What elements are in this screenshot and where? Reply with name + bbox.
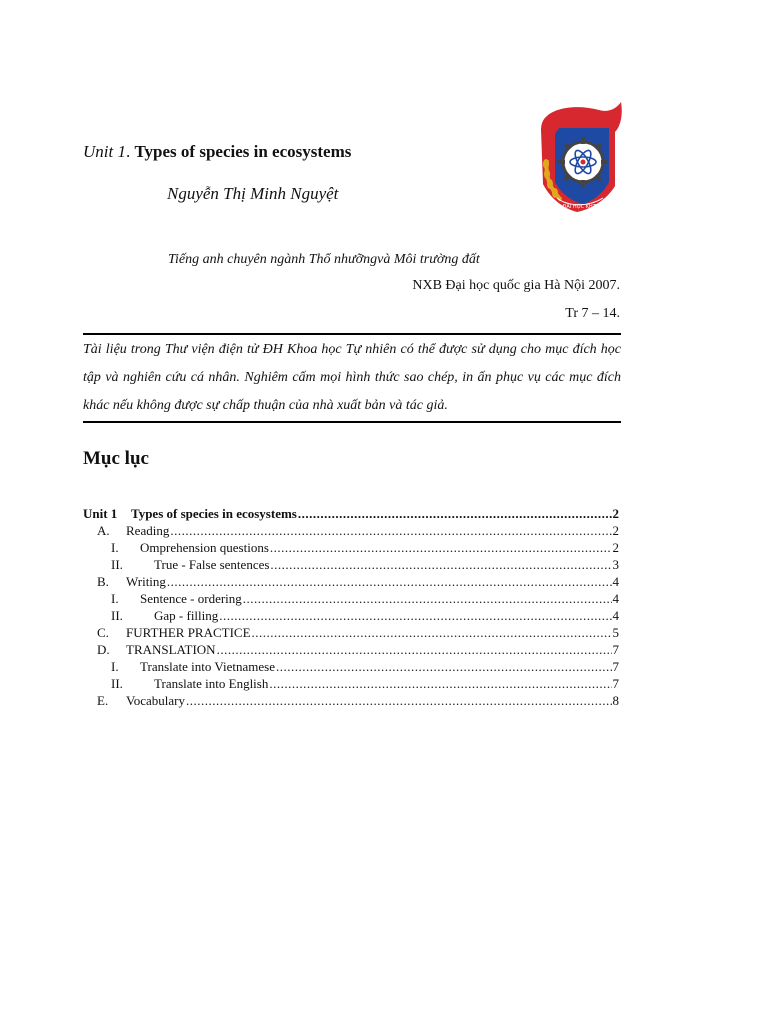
toc-entry-text: Translate into English: [154, 676, 269, 691]
document-title: [83, 142, 351, 162]
toc-entry-number: II.: [111, 676, 123, 691]
toc-entry[interactable]: [83, 590, 619, 607]
title-separator: .: [125, 142, 135, 161]
toc-entry-label: [83, 641, 216, 658]
copyright-notice: Tài liệu trong Thư viện điện tử ĐH Khoa học Tự nhiên có thể được sử dụng cho mục đích học tập và nghiên cứu cá nhân. Nghiêm cấm mọi hình thức sao chép, in ấn phục vụ các mục đích khác nếu không được sự chấp thuận của nhà xuất bản và tác giả.: [83, 342, 621, 413]
toc-entry-number: Unit 1: [83, 506, 118, 521]
toc-heading: Mục lục: [83, 448, 149, 469]
toc-entry-label: [83, 624, 251, 641]
toc-entry-page: 2: [612, 523, 619, 538]
toc-entry-page: 7: [612, 659, 619, 674]
divider-top: [83, 333, 621, 335]
toc-entry[interactable]: [83, 641, 619, 658]
toc-entry-text: Vocabulary: [126, 693, 185, 708]
toc-dot-leader: [269, 675, 611, 692]
toc-entry[interactable]: [83, 573, 619, 590]
toc-entry-page: 7: [612, 642, 619, 657]
svg-text:ĐẠI HỌC KHTN: ĐẠI HỌC KHTN: [562, 204, 600, 210]
toc-entry-page: 3: [612, 557, 619, 572]
toc-entry-text: Gap - filling: [154, 608, 219, 623]
toc-dot-leader: [276, 658, 612, 675]
toc-entry-label: [83, 607, 218, 624]
toc-entry-label: [83, 573, 166, 590]
toc-entry[interactable]: [83, 658, 619, 675]
toc-entry-page: 5: [612, 625, 619, 640]
toc-entry-number: A.: [97, 523, 110, 538]
toc-entry-number: C.: [97, 625, 109, 640]
toc-entry-text: FURTHER PRACTICE: [126, 625, 251, 640]
toc-entry-page: 8: [612, 693, 619, 708]
toc-entry-text: TRANSLATION: [126, 642, 216, 657]
toc-entry-page: 4: [612, 591, 619, 606]
toc-entry[interactable]: [83, 692, 619, 709]
toc-entry-page: 4: [612, 608, 619, 623]
toc-entry-text: True - False sentences: [154, 557, 270, 572]
toc-dot-leader: [219, 607, 611, 624]
toc-dot-leader: [217, 641, 612, 658]
toc-dot-leader: [167, 573, 612, 590]
toc-dot-leader: [170, 522, 611, 539]
toc-entry-text: Writing: [126, 574, 166, 589]
toc-entry-number: II.: [111, 608, 123, 623]
toc-dot-leader: [298, 505, 612, 522]
toc-entry-text: Translate into Vietnamese: [140, 659, 275, 674]
toc-entry-page: 4: [612, 574, 619, 589]
toc-entry[interactable]: [83, 505, 619, 522]
toc-dot-leader: [243, 590, 612, 607]
page-range: Tr 7 – 14.: [565, 306, 620, 321]
toc-entry-page: 2: [612, 540, 619, 555]
toc-entry[interactable]: [83, 556, 619, 573]
divider-bottom: [83, 421, 621, 423]
toc-entry-number: I.: [111, 540, 119, 555]
toc-entry-number: II.: [111, 557, 123, 572]
toc-dot-leader: [252, 624, 612, 641]
toc-entry-text: Sentence - ordering: [140, 591, 242, 606]
source-book: Tiếng anh chuyên ngành Thổ nhưỡngvà Môi trường đất: [168, 252, 480, 267]
toc-entry-page: 7: [612, 676, 619, 691]
university-emblem-icon: [537, 100, 623, 218]
toc-entry-number: I.: [111, 659, 119, 674]
toc-entry[interactable]: [83, 607, 619, 624]
toc-entry-page: 2: [612, 506, 619, 521]
toc-entry[interactable]: [83, 624, 619, 641]
publisher-line: NXB Đại học quốc gia Hà Nội 2007.: [412, 278, 620, 293]
toc-entry-label: [83, 658, 275, 675]
toc-dot-leader: [270, 556, 611, 573]
toc-entry-label: [83, 505, 297, 522]
title-unit: Unit 1: [83, 142, 126, 161]
toc-dot-leader: [186, 692, 612, 709]
author-name: Nguyễn Thị Minh Nguyệt: [167, 184, 339, 203]
table-of-contents: [83, 505, 619, 709]
toc-entry-label: [83, 692, 185, 709]
toc-entry-number: E.: [97, 693, 109, 708]
toc-entry-number: D.: [97, 642, 110, 657]
toc-entry-label: [83, 675, 268, 692]
toc-entry-text: Reading: [126, 523, 170, 538]
toc-entry-label: [83, 539, 269, 556]
toc-entry-label: [83, 556, 269, 573]
toc-entry-number: I.: [111, 591, 119, 606]
toc-entry-number: B.: [97, 574, 109, 589]
toc-entry-label: [83, 522, 169, 539]
toc-entry[interactable]: [83, 539, 619, 556]
toc-dot-leader: [270, 539, 612, 556]
toc-entry[interactable]: [83, 522, 619, 539]
toc-entry-text: Types of species in ecosystems: [131, 506, 297, 521]
toc-entry-label: [83, 590, 242, 607]
toc-entry[interactable]: [83, 675, 619, 692]
title-text: Types of species in ecosystems: [134, 142, 352, 161]
toc-entry-text: Omprehension questions: [140, 540, 269, 555]
